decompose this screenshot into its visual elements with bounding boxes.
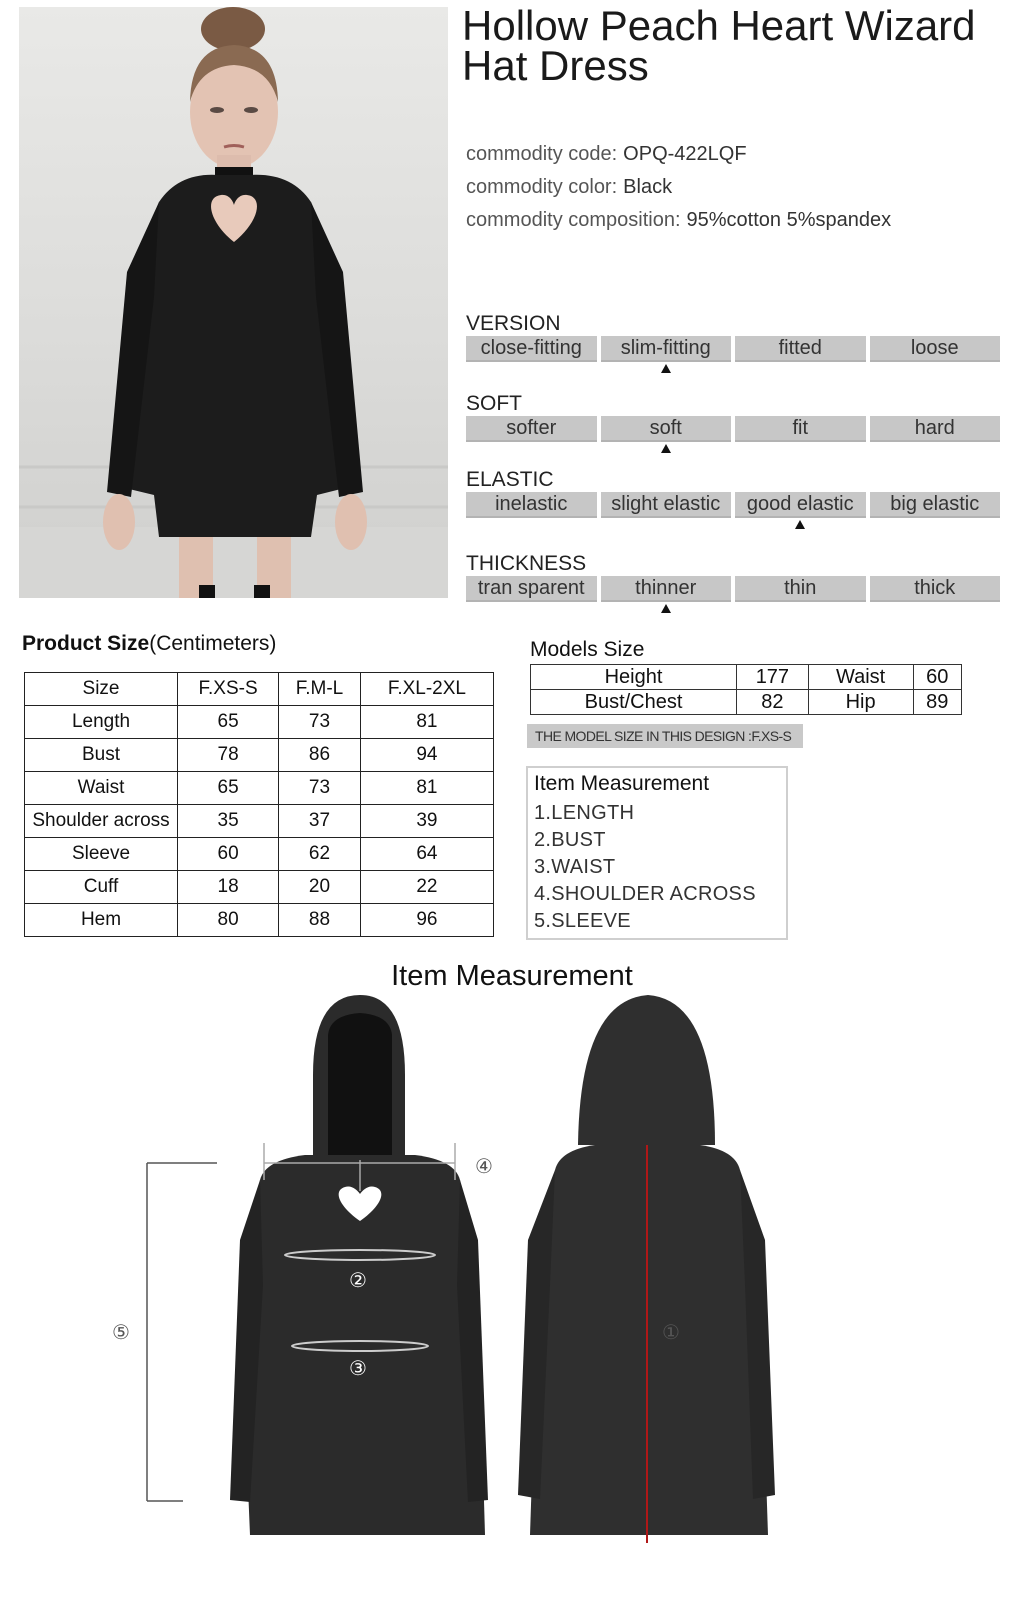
measurement-item: 1.LENGTH: [534, 802, 635, 824]
table-header-row: [25, 673, 494, 706]
scale-option: slight elastic: [601, 492, 732, 518]
table-cell: 37: [279, 805, 361, 838]
spec-value: OPQ-422LQF: [623, 143, 747, 165]
table-row: [25, 805, 494, 838]
table-cell: 81: [360, 772, 493, 805]
product-size-heading: Product Size: [22, 632, 150, 655]
scale-option: softer: [466, 416, 597, 442]
marker-3: ③: [349, 1356, 367, 1380]
table-cell: Shoulder across: [25, 805, 178, 838]
table-cell: 64: [360, 838, 493, 871]
measurement-item: 4.SHOULDER ACROSS: [534, 883, 756, 905]
scale-name: VERSION: [466, 312, 561, 335]
table-cell: 65: [178, 706, 279, 739]
table-cell: 89: [913, 690, 962, 715]
spec-label: commodity composition:: [466, 209, 681, 231]
marker-2: ②: [349, 1268, 367, 1292]
scale-marker: [661, 444, 671, 453]
table-cell: Waist: [808, 665, 913, 690]
table-cell: Cuff: [25, 871, 178, 904]
model-size-note: THE MODEL SIZE IN THIS DESIGN :F.XS-S: [527, 724, 803, 748]
scale-option: thick: [870, 576, 1001, 602]
table-cell: 62: [279, 838, 361, 871]
spec-label: commodity code:: [466, 143, 618, 165]
table-row: [25, 739, 494, 772]
scale-elastic: [466, 468, 1000, 518]
spec-composition: [466, 204, 891, 237]
table-cell: Hem: [25, 904, 178, 937]
scale-option: hard: [870, 416, 1001, 442]
table-cell: 88: [279, 904, 361, 937]
item-measurement-box: [526, 766, 788, 940]
table-cell: 96: [360, 904, 493, 937]
product-specs: [466, 138, 891, 237]
product-size-unit: (Centimeters): [149, 632, 277, 655]
table-cell: 20: [279, 871, 361, 904]
scale-option: soft: [601, 416, 732, 442]
marker-1: ①: [662, 1320, 680, 1344]
table-cell: Length: [25, 706, 178, 739]
scale-name: SOFT: [466, 392, 522, 415]
scale-option: close-fitting: [466, 336, 597, 362]
scale-bar: [466, 576, 1000, 602]
table-cell: 60: [178, 838, 279, 871]
table-cell: 60: [913, 665, 962, 690]
marker-4: ④: [475, 1154, 493, 1178]
table-cell: Hip: [808, 690, 913, 715]
scale-name: ELASTIC: [466, 468, 554, 491]
measurement-item: 3.WAIST: [534, 856, 616, 878]
scale-option: thin: [735, 576, 866, 602]
measurement-item: 2.BUST: [534, 829, 606, 851]
measurement-item: 5.SLEEVE: [534, 910, 631, 932]
table-cell: 80: [178, 904, 279, 937]
table-cell: 35: [178, 805, 279, 838]
table-cell: Waist: [25, 772, 178, 805]
spec-code: [466, 138, 891, 171]
marker-5: ⑤: [112, 1320, 130, 1344]
table-cell: 86: [279, 739, 361, 772]
table-cell: 39: [360, 805, 493, 838]
table-cell: Height: [531, 665, 737, 690]
scale-option: thinner: [601, 576, 732, 602]
table-cell: Bust/Chest: [531, 690, 737, 715]
scale-version: [466, 312, 1000, 362]
table-header-cell: F.XS-S: [178, 673, 279, 706]
product-size-table: [24, 672, 494, 937]
spec-value: Black: [623, 176, 673, 198]
table-cell: 73: [279, 772, 361, 805]
scale-bar: [466, 492, 1000, 518]
scale-option: big elastic: [870, 492, 1001, 518]
scale-marker: [661, 364, 671, 373]
table-header-cell: Size: [25, 673, 178, 706]
table-cell: 94: [360, 739, 493, 772]
spec-label: commodity color:: [466, 176, 618, 198]
spec-value: 95%cotton 5%spandex: [686, 209, 892, 231]
table-header-cell: F.XL-2XL: [360, 673, 493, 706]
table-cell: 73: [279, 706, 361, 739]
table-cell: 82: [737, 690, 809, 715]
measurement-diagram: [100, 995, 820, 1595]
scale-thickness: [466, 552, 1000, 602]
scale-marker: [661, 604, 671, 613]
product-photo: [19, 7, 448, 598]
table-cell: Sleeve: [25, 838, 178, 871]
product-title: Hollow Peach Heart Wizard Hat Dress: [462, 2, 976, 89]
table-row: [25, 871, 494, 904]
front-garment-illustration: [230, 995, 488, 1535]
table-cell: 78: [178, 739, 279, 772]
table-cell: 18: [178, 871, 279, 904]
scale-soft: [466, 392, 1000, 442]
product-size-title: [22, 632, 276, 656]
table-cell: 177: [737, 665, 809, 690]
spec-color: [466, 171, 891, 204]
table-cell: 22: [360, 871, 493, 904]
models-size-table: [530, 664, 962, 715]
scale-bar: [466, 416, 1000, 442]
table-row: [25, 838, 494, 871]
scale-bar: [466, 336, 1000, 362]
scale-option: inelastic: [466, 492, 597, 518]
scale-option: fit: [735, 416, 866, 442]
table-row: [25, 904, 494, 937]
models-size-title: Models Size: [530, 638, 645, 661]
scale-option: tran sparent: [466, 576, 597, 602]
table-cell: Bust: [25, 739, 178, 772]
table-row: [531, 665, 962, 690]
table-row: [25, 706, 494, 739]
scale-marker: [795, 520, 805, 529]
scale-option: loose: [870, 336, 1001, 362]
scale-name: THICKNESS: [466, 552, 587, 575]
scale-option: slim-fitting: [601, 336, 732, 362]
scale-option: fitted: [735, 336, 866, 362]
table-row: [531, 690, 962, 715]
table-row: [25, 772, 494, 805]
table-cell: 65: [178, 772, 279, 805]
table-header-cell: F.M-L: [279, 673, 361, 706]
diagram-title: Item Measurement: [391, 960, 633, 992]
table-cell: 81: [360, 706, 493, 739]
scale-option: good elastic: [735, 492, 866, 518]
item-measurement-heading: Item Measurement: [534, 772, 710, 795]
